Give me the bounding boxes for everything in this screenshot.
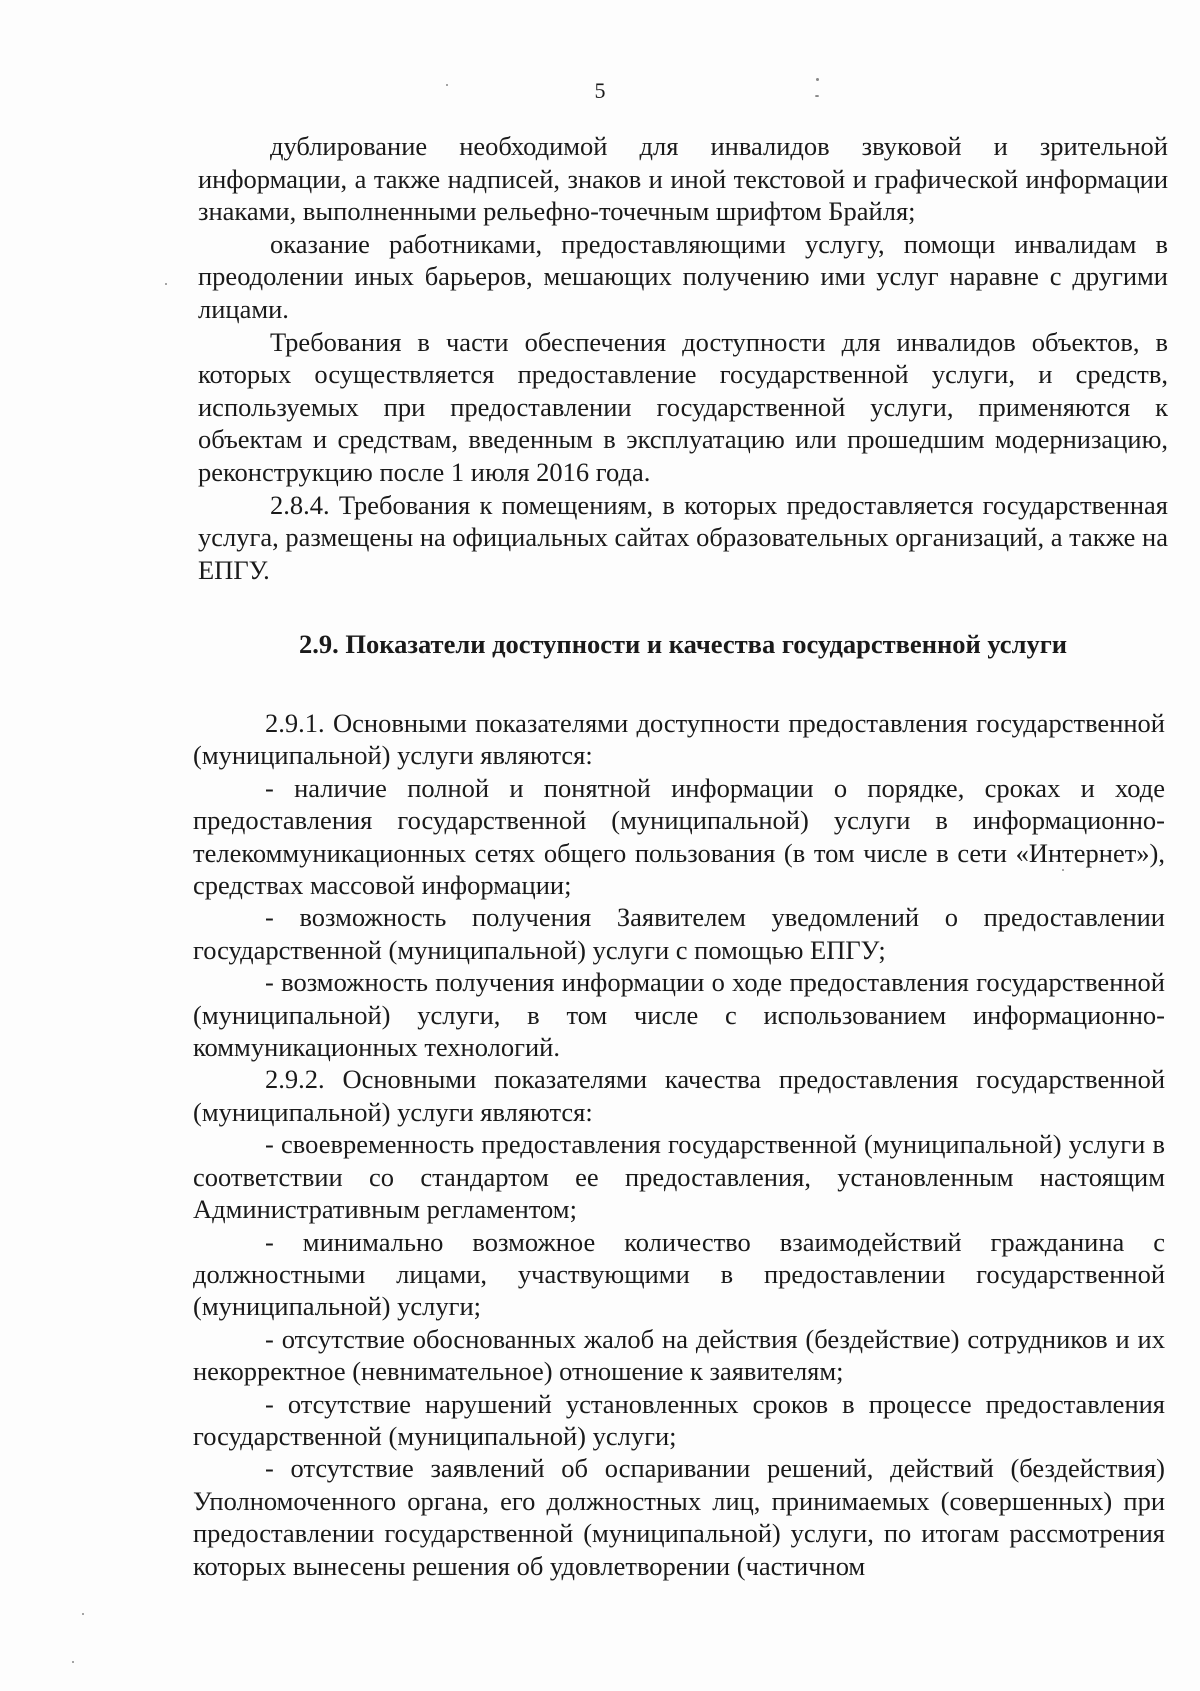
list-item-no-complaints: - отсутствие обоснованных жалоб на действия (бездействие) сотрудников и их некорректное (невнимательное) отношение к заявителям;: [193, 1323, 1165, 1387]
list-item-notifications: - возможность получения Заявителем уведомлений о предоставлении государственной (муниципальной) услуги с помощью ЕПГУ;: [193, 902, 1165, 965]
body-text-bottom: [193, 707, 1165, 1582]
paragraph-accessibility-requirements: Требования в части обеспечения доступности для инвалидов объектов, в которых осуществляется предоставление государственной услуги, и средств, используемых при предоставлении государственной услуги, применяются к объектам и средствам, введенным в эксплуатацию или прошедшим модернизацию, реконструкцию после 1 июля 2016 года.: [198, 326, 1168, 487]
list-item-minimal-interactions: - минимально возможное количество взаимодействий гражданина с должностными лицами, участвующими в предоставлении государственной (муниципальной) услуги;: [193, 1226, 1165, 1322]
scan-speck: [446, 84, 448, 86]
list-item-no-disputes: - отсутствие заявлений об оспаривании решений, действий (бездействия) Уполномоченного органа, его должностных лиц, принимаемых (совершенных) при предоставлении государственной (муниципальной) услуги, по итогам рассмотрения которых вынесены решения об удовлетворении (частичном: [193, 1453, 1165, 1581]
list-item-progress-information: - возможность получения информации о ходе предоставления государственной (муниципальной) услуги, в том числе с использованием информационно-коммуникационных технологий.: [193, 967, 1165, 1063]
paragraph-2-9-2: 2.9.2. Основными показателями качества предоставления государственной (муниципальной) услуги являются:: [193, 1064, 1165, 1127]
paragraph-staff-assistance: оказание работниками, предоставляющими услугу, помощи инвалидам в преодолении иных барьеров, мешающих получению ими услуг наравне с другими лицами.: [198, 228, 1168, 324]
list-item-full-information: - наличие полной и понятной информации о порядке, сроках и ходе предоставления государственной (муниципальной) услуги в информационно-телекоммуникационных сетях общего пользования (в том числе в сети «Интернет»), средствах массовой информации;: [193, 772, 1165, 901]
list-item-timeliness: - своевременность предоставления государственной (муниципальной) услуги в соответствии со стандартом ее предоставления, установленным настоящим Административным регламентом;: [193, 1129, 1165, 1225]
paragraph-2-9-1: 2.9.1. Основными показателями доступности предоставления государственной (муниципальной) услуги являются:: [193, 708, 1165, 771]
body-text-top: [198, 130, 1168, 586]
scan-speck: [1062, 869, 1064, 871]
scan-speck: [72, 1661, 74, 1663]
paragraph-2-8-4: 2.8.4. Требования к помещениям, в которых предоставляется государственная услуга, размещены на официальных сайтах образовательных организаций, а также на ЕПГУ.: [198, 489, 1168, 585]
page-number: 5: [594, 78, 606, 103]
list-item-no-violations: - отсутствие нарушений установленных сроков в процессе предоставления государственной (муниципальной) услуги;: [193, 1388, 1165, 1451]
scan-speck: [165, 283, 167, 285]
scan-speck: [82, 1613, 84, 1615]
scan-speck: [816, 78, 819, 81]
section-heading: 2.9. Показатели доступности и качества государственной услуги: [298, 629, 1067, 659]
scan-speck: [815, 95, 819, 97]
paragraph-braille-duplication: дублирование необходимой для инвалидов звуковой и зрительной информации, а также надписей, знаков и иной текстовой и графической информации знаками, выполненными рельефно-точечным шрифтом Брайля;: [198, 131, 1168, 227]
